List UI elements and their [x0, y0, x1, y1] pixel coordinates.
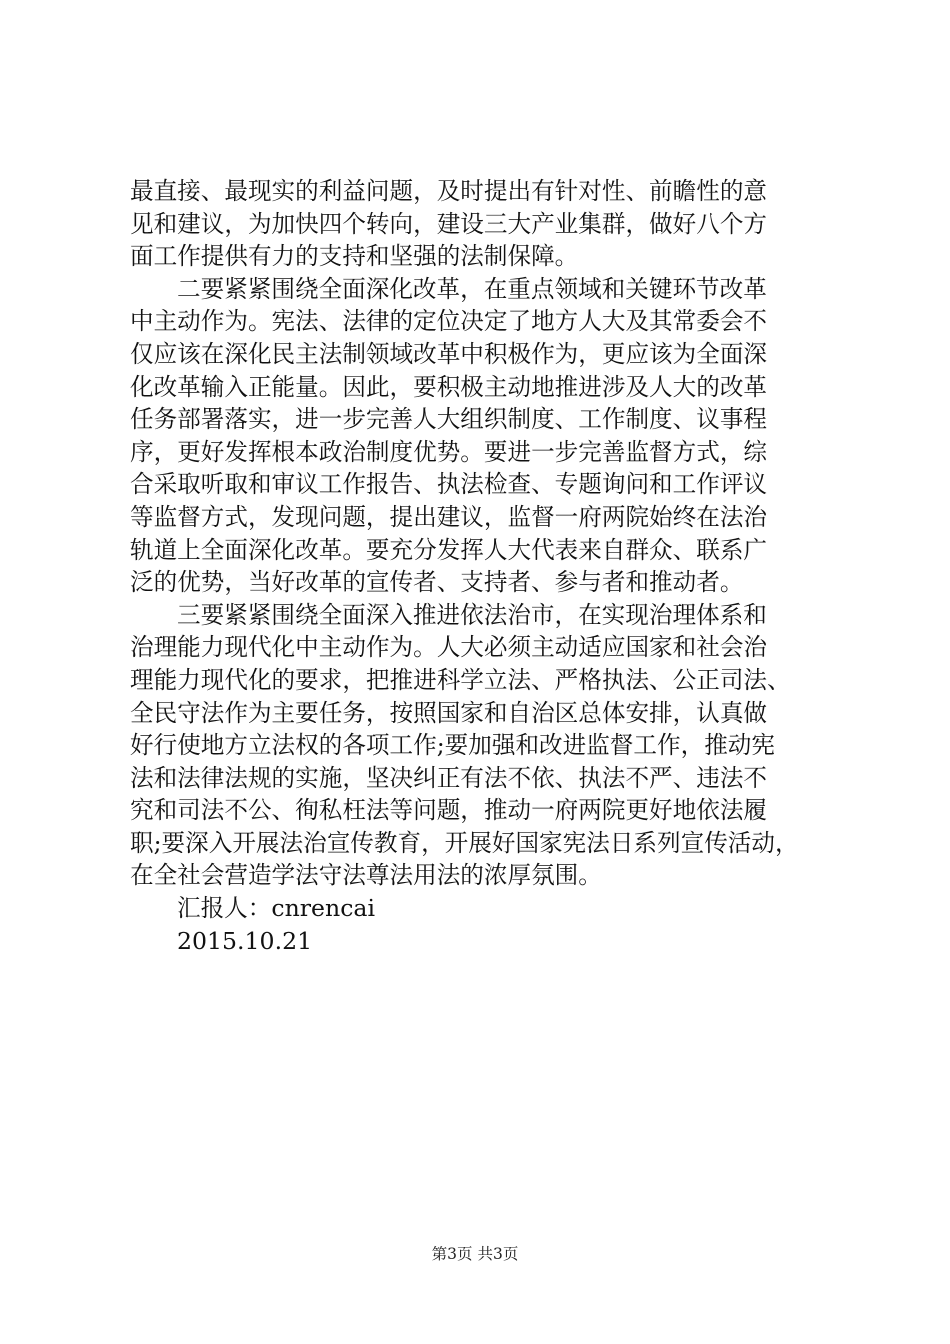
text-line: 合采取听取和审议工作报告、执法检查、专题询问和工作评议	[130, 470, 768, 499]
text-line: 面工作提供有力的支持和坚强的法制保障。	[130, 242, 579, 271]
page-number: 第3页 共3页	[431, 1245, 519, 1263]
text-line: 等监督方式，发现问题，提出建议，监督一府两院始终在法治	[130, 502, 768, 531]
date-line: 2015.10.21	[177, 926, 313, 955]
reporter-line: 汇报人：cnrencai	[177, 894, 376, 923]
text-line: 法和法律法规的实施，坚决纠正有法不依、执法不严、违法不	[130, 763, 768, 792]
page-footer	[0, 1244, 950, 1264]
text-line: 任务部署落实，进一步完善人大组织制度、工作制度、议事程	[130, 405, 768, 434]
text-line: 究和司法不公、徇私枉法等问题，推动一府两院更好地依法履	[130, 796, 768, 825]
text-line: 仅应该在深化民主法制领域改革中积极作为，更应该为全面深	[130, 339, 768, 368]
text-line: 理能力现代化的要求，把推进科学立法、严格执法、公正司法、	[130, 665, 791, 694]
text-line: 见和建议，为加快四个转向，建设三大产业集群，做好八个方	[130, 209, 768, 238]
text-line: 泛的优势，当好改革的宣传者、支持者、参与者和推动者。	[130, 568, 744, 597]
text-line: 职;要深入开展法治宣传教育，开展好国家宪法日系列宣传活动，	[130, 828, 799, 857]
paragraph-start-line: 三要紧紧围绕全面深入推进依法治市，在实现治理体系和	[177, 600, 767, 629]
text-line: 轨道上全面深化改革。要充分发挥人大代表来自群众、联系广	[130, 535, 768, 564]
text-line: 化改革输入正能量。因此，要积极主动地推进涉及人大的改革	[130, 372, 768, 401]
text-line: 好行使地方立法权的各项工作;要加强和改进监督工作，推动宪	[130, 731, 775, 760]
text-line: 序，更好发挥根本政治制度优势。要进一步完善监督方式，综	[130, 437, 768, 466]
paragraph-start-line: 二要紧紧围绕全面深化改革，在重点领域和关键环节改革	[177, 274, 767, 303]
text-line: 中主动作为。宪法、法律的定位决定了地方人大及其常委会不	[130, 307, 768, 336]
text-line: 在全社会营造学法守法尊法用法的浓厚氛围。	[130, 861, 602, 890]
text-line: 最直接、最现实的利益问题，及时提出有针对性、前瞻性的意	[130, 177, 768, 205]
text-line: 治理能力现代化中主动作为。人大必须主动适应国家和社会治	[130, 633, 768, 662]
text-line: 全民守法作为主要任务，按照国家和自治区总体安排，认真做	[130, 698, 768, 727]
document-body	[130, 175, 830, 957]
